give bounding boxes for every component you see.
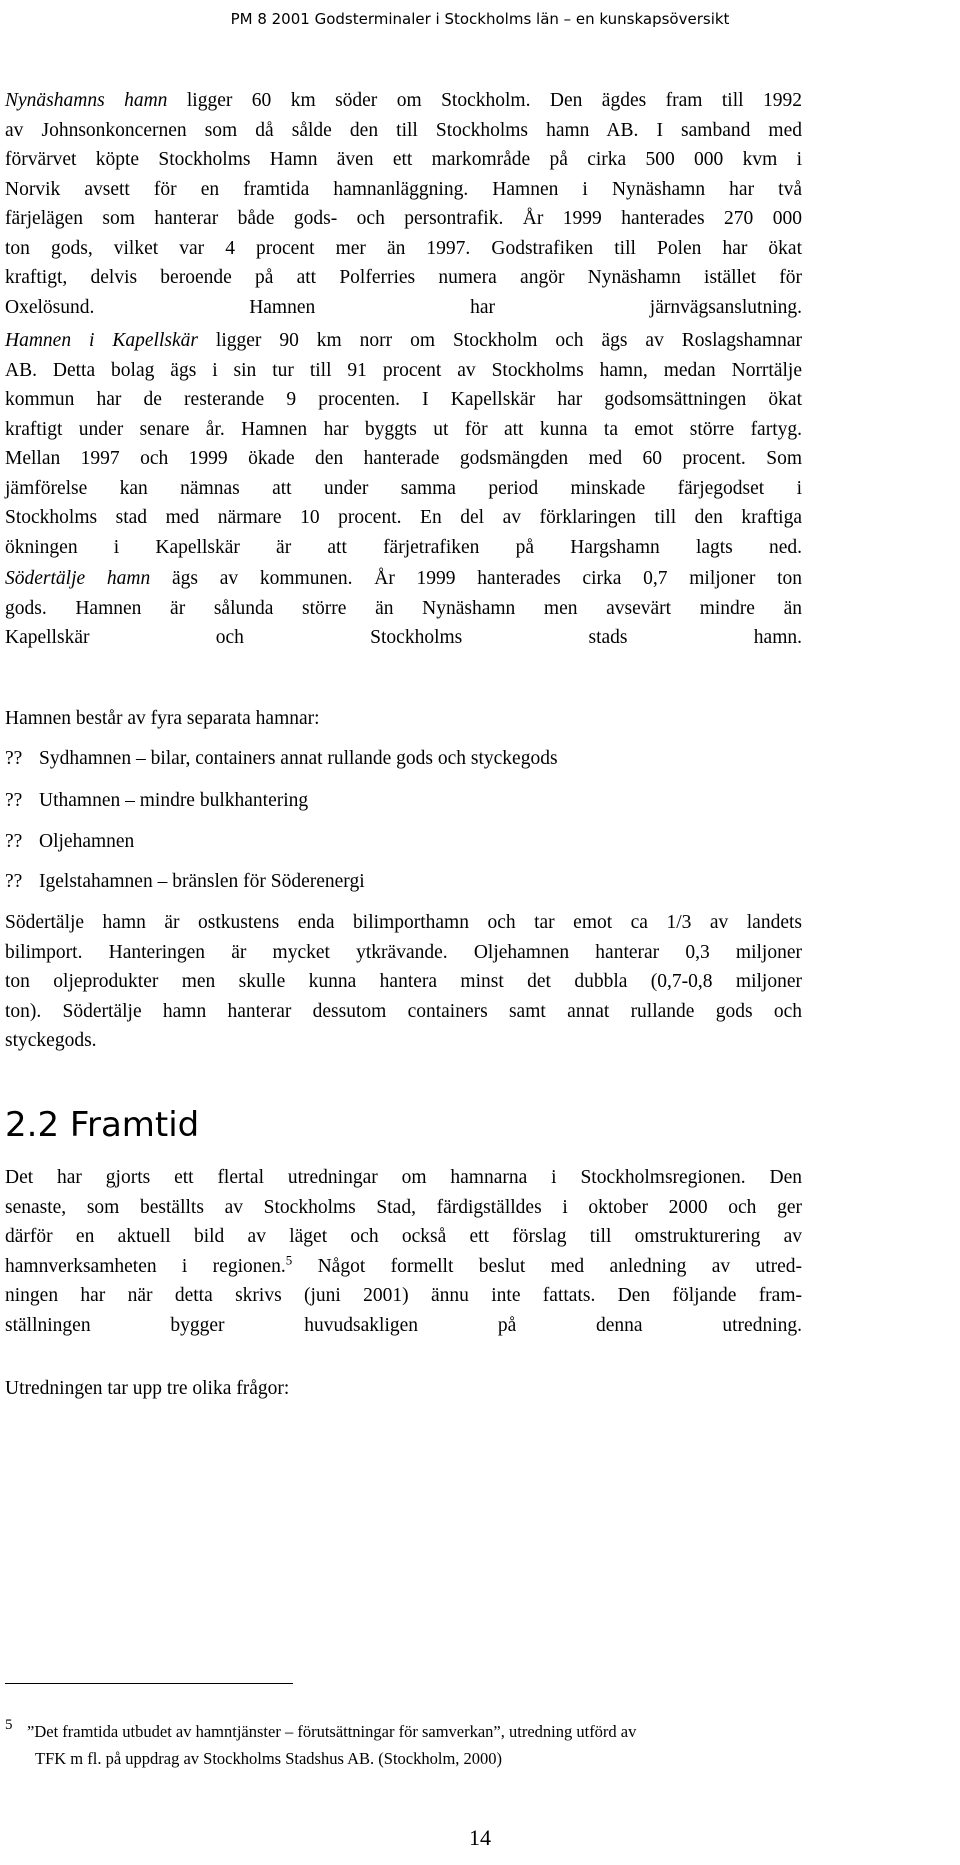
text-line: jämförelse kan nämnas att under samma period minskade färjegodset i [5, 477, 802, 499]
paragraph-nynashamn [5, 86, 802, 322]
paragraph-sodertalje [5, 564, 802, 653]
footnote-number: 5 [5, 1717, 13, 1733]
harbour-name: Hamnen i Kapellskär [5, 330, 198, 351]
text-line: av Johnsonkoncernen som då sålde den till Stockholms hamn AB. I samband med [5, 119, 802, 141]
running-header: PM 8 2001 Godsterminaler i Stockholms län – en kunskapsöversikt [230, 10, 730, 28]
footnote-text: TFK m fl. på uppdrag av Stockholms Stadshus AB. (Stockholm, 2000) [35, 1749, 503, 1768]
paragraph-framtid [5, 1163, 802, 1340]
text-line: Kapellskär och Stockholms stads hamn. [5, 627, 802, 648]
text-line: Mellan 1997 och 1999 ökade den hanterade godsmängden med 60 procent. Som [5, 448, 802, 469]
list-item: ?? Sydhamnen – bilar, containers annat rullande gods och styckegods [5, 744, 558, 773]
harbour-name: Södertälje hamn [5, 568, 151, 589]
paragraph-kapellskar [5, 326, 802, 562]
text-line: bilimport. Hanteringen är mycket ytkrävande. Oljehamnen hanterar 0,3 miljoner [5, 941, 802, 963]
text-line: senaste, som beställts av Stockholms Stad, färdigställdes i oktober 2000 och ger [5, 1196, 802, 1218]
footnote [5, 1718, 805, 1772]
text-line: Norvik avsett för en framtida hamnanläggning. Hamnen i Nynäshamn har två [5, 178, 802, 200]
text-line: ton gods, vilket var 4 procent mer än 1997. Godstrafiken till Polen har ökat [5, 237, 802, 259]
text-line: hamnverksamheten i regionen.$^5$ Något formellt beslut med anledning av utred- [5, 1252, 803, 1277]
text-line: Hamnen i Kapellskär ligger 90 km norr om Stockholm och ägs av Roslagshamnar [5, 330, 803, 351]
text-line: Nynäshamns hamn ligger 60 km söder om Stockholm. Den ägdes fram till 1992 [5, 90, 802, 111]
text-line: Södertälje hamn är ostkustens enda bilimporthamn och tar emot ca 1/3 av landets [5, 912, 802, 933]
text-line: Södertälje hamn ägs av kommunen. År 1999 hanterades cirka 0,7 miljoner ton [5, 568, 802, 589]
harbour-name: Nynäshamns hamn [5, 90, 168, 111]
list-item: ?? Oljehamnen [5, 827, 134, 856]
text-line: kraftigt, delvis beroende på att Polferries numera angör Nynäshamn istället för [5, 267, 802, 288]
text-line: därför en aktuell bild av läget och också ett förslag till omstrukturering av [5, 1226, 802, 1247]
page-number: 14 [469, 1825, 491, 1850]
text-line: gods. Hamnen är sålunda större än Nynäshamn men avsevärt mindre än [5, 597, 802, 619]
text-line: ställningen bygger huvudsakligen på denna utredning. [5, 1314, 802, 1336]
text-line: förvärvet köpte Stockholms Hamn även ett markområde på cirka 500 000 kvm i [5, 149, 802, 170]
footnote-text: ”Det framtida utbudet av hamntjänster – förutsättningar för samverkan”, utredning utförd av [27, 1722, 637, 1741]
list-item: ?? Igelstahamnen – bränslen för Söderenergi [5, 867, 365, 896]
bullet-marker: ?? [5, 748, 23, 769]
footnote-reference[interactable]: 5 [285, 1252, 293, 1267]
paragraph-sodertalje-details [5, 908, 802, 1056]
text-line: ökningen i Kapellskär är att färjetrafiken på Hargshamn lagts ned. [5, 536, 802, 558]
footnote-divider [5, 1683, 293, 1684]
text-line: ton). Södertälje hamn hanterar dessutom containers samt annat rullande gods och [5, 1000, 802, 1022]
text-line: Oxelösund. Hamnen har järnvägsanslutning. [5, 296, 802, 318]
text-line: ningen har när detta skrivs (juni 2001) ännu inte fattats. Den följande fram- [5, 1285, 802, 1306]
text-line: styckegods. [5, 1030, 97, 1051]
bullet-marker: ?? [5, 871, 23, 892]
bullet-marker: ?? [5, 831, 23, 852]
text-line: Det har gjorts ett flertal utredningar om hamnarna i Stockholmsregionen. Den [5, 1167, 802, 1188]
text-line: kommun har de resterande 9 procenten. I Kapellskär har godsomsättningen ökat [5, 389, 802, 410]
list-item: ?? Uthamnen – mindre bulkhantering [5, 786, 308, 815]
utredningen-intro: Utredningen tar upp tre olika frågor: [5, 1378, 290, 1399]
text-line: AB. Detta bolag ägs i sin tur till 91 procent av Stockholms hamn, medan Norrtälje [5, 359, 802, 381]
section-heading: 2.2 Framtid [5, 1105, 200, 1145]
text-line: ton oljeprodukter men skulle kunna hantera minst det dubbla (0,7-0,8 miljoner [5, 971, 802, 992]
bullet-marker: ?? [5, 790, 23, 811]
text-line: färjelägen som hanterar både gods- och persontrafik. År 1999 hanterades 270 000 [5, 208, 802, 229]
text-line: Stockholms stad med närmare 10 procent. En del av förklaringen till den kraftiga [5, 507, 802, 528]
harbours-intro: Hamnen består av fyra separata hamnar: [5, 708, 320, 729]
text-line: kraftigt under senare år. Hamnen har byggts ut för att kunna ta emot större fartyg. [5, 418, 802, 440]
